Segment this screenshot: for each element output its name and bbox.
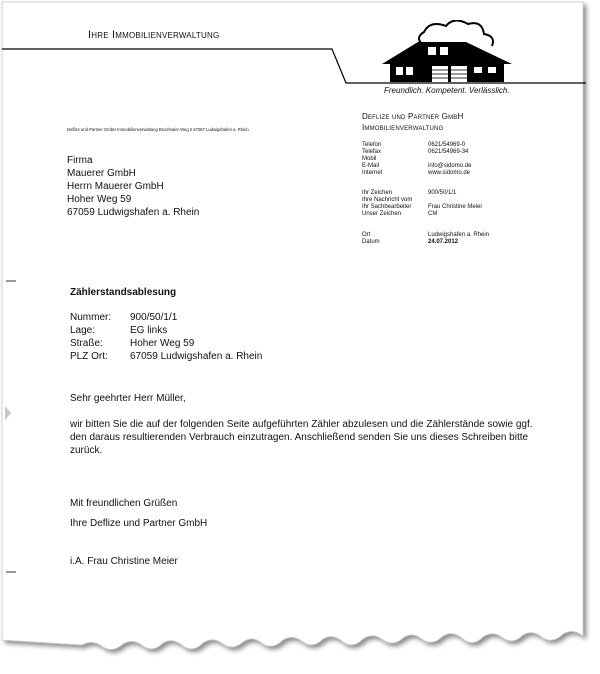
recipient-line: Hoher Weg 59 <box>67 194 132 205</box>
recipient-line: Herrn Mauerer GmbH <box>67 181 164 192</box>
letter-page: Ihre Immobilienverwaltung Freundlich. Kompetent. Verlässlich. Deflize und Partner GmbH Immobilienverwaltung Bruchsaler Weg 2 67067 Ludwigshafen a. Rhein Deflize und Partner GmbH Immobilienverwaltung Telefon 0621/54969-0 Telefax 0621/54969-34 Mobil E-Mail info@sidomo.de Internet www.sidomo.de Ihr Zeichen 900/50/1/1 Ihre Nachricht vom Ihr Sachbearbeiter Frau Christine Meier Unser Zeichen CM Ort Ludwigshafen a. Rhein Datum 24.07.2012 Firma Mauerer GmbH Herrn Mauerer GmbH Hoher Weg 59 67059 Ludwigshafen a. Rhein Zählerstandsablesung Nummer: 900/50/1/1 Lage: EG links Straße: Hoher Weg 59 PLZ Ort: 67059 Ludwigshafen a. Rhein Sehr geehrter Herr Müller, wir bitten Sie die auf der folgenden Seite aufgeführten Zähler abzulesen und die Zählerstände sowie ggf. den daraus resultierenden Verbrauch einzutragen. Anschließend senden Sie uns dieses Schreiben bitte zurück. Mit freundlichen Grüßen Ihre Deflize und Partner GmbH i.A. Frau Christine Meier <box>0 0 600 674</box>
subject-line: Zählerstandsablesung <box>70 287 177 298</box>
recipient-line: Mauerer GmbH <box>67 168 136 179</box>
sender-name: Deflize und Partner GmbH <box>362 112 464 121</box>
sender-return-line: Deflize und Partner GmbH Immobilienverwaltung Bruchsaler Weg 2 67067 Ludwigshafen a. Rhein <box>67 127 249 132</box>
signature: i.A. Frau Christine Meier <box>70 556 178 567</box>
slogan: Freundlich. Kompetent. Verlässlich. <box>384 86 510 95</box>
recipient-line: 67059 Ludwigshafen a. Rhein <box>67 207 200 218</box>
closing: Mit freundlichen Grüßen <box>70 498 178 509</box>
company-header-title: Ihre Immobilienverwaltung <box>88 29 220 41</box>
body-paragraph: wir bitten Sie die auf der folgenden Seite aufgeführten Zähler abzulesen und die Zählerstände sowie ggf. den daraus resultierenden Verbrauch einzutragen. Anschließend senden Sie uns dieses Schreiben bitte zurück. <box>70 419 533 456</box>
house-logo-icon <box>378 20 528 86</box>
salutation: Sehr geehrter Herr Müller, <box>70 393 186 404</box>
sender-subtitle: Immobilienverwaltung <box>362 123 444 132</box>
recipient-line: Firma <box>67 155 93 166</box>
recipient-address <box>67 154 199 219</box>
closing-company: Ihre Deflize und Partner GmbH <box>70 518 208 529</box>
